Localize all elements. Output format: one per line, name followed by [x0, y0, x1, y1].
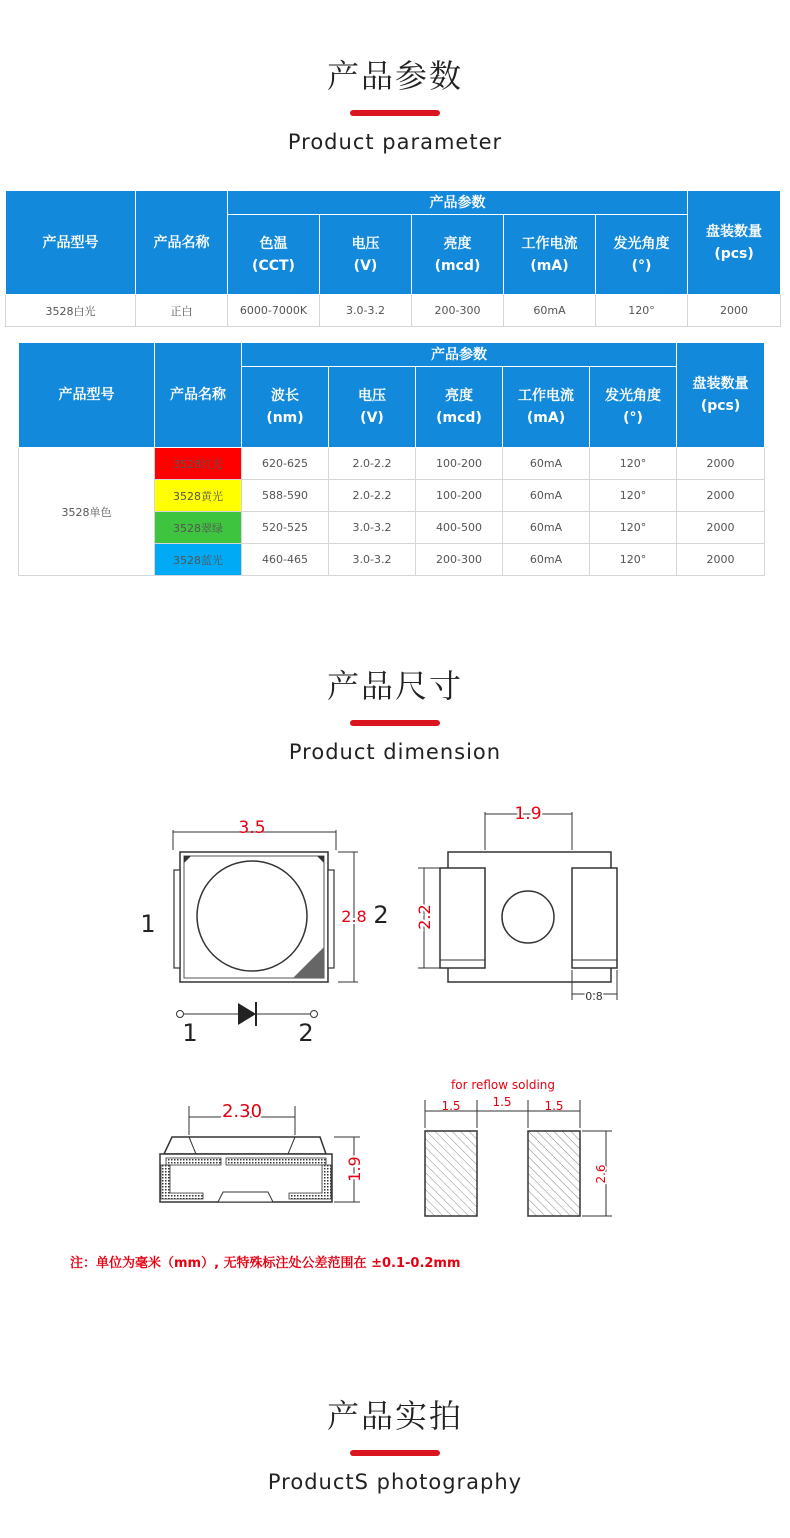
cell-voltage: 2.0-2.2 — [329, 448, 416, 480]
cell-model: 3528白光 — [6, 295, 136, 327]
cell-wavelength: 620-625 — [242, 448, 329, 480]
table-row — [6, 295, 781, 327]
reflow-label: for reflow solding — [451, 1078, 555, 1092]
cell-luminance: 100-200 — [416, 480, 503, 512]
header-wavelength: 波长 (nm) — [242, 367, 329, 448]
cell-angle: 120° — [590, 480, 677, 512]
header-group: 产品参数 — [242, 343, 677, 367]
header-qty: 盘装数量 (pcs) — [677, 343, 765, 448]
dim-lens-width: 2.30 — [221, 1101, 263, 1122]
spec-table-mono — [18, 342, 765, 576]
tolerance-note: 注：单位为毫米（mm）, 无特殊标注处公差范围在 ±0.1-0.2mm — [70, 1256, 461, 1271]
cell-luminance: 100-200 — [416, 448, 503, 480]
header-model: 产品型号 — [19, 343, 155, 448]
title-underline — [350, 1450, 440, 1456]
header-cct: 色温 (CCT) — [228, 215, 320, 295]
section-photo-title — [0, 1396, 790, 1494]
cell-voltage: 2.0-2.2 — [329, 480, 416, 512]
cell-qty: 2000 — [677, 512, 765, 544]
cell-luminance: 200-300 — [412, 295, 504, 327]
cell-cct: 6000-7000K — [228, 295, 320, 327]
header-voltage: 电压 (V) — [320, 215, 412, 295]
cell-name-blue: 3528蓝光 — [155, 544, 242, 576]
header-luminance: 亮度 (mcd) — [416, 367, 503, 448]
cell-current: 60mA — [503, 448, 590, 480]
section-params-title — [0, 56, 790, 154]
cell-voltage: 3.0-3.2 — [329, 544, 416, 576]
section-title-zh: 产品参数 — [326, 57, 463, 95]
header-luminance: 亮度 (mcd) — [412, 215, 504, 295]
cell-luminance: 400-500 — [416, 512, 503, 544]
cell-name-yellow: 3528黄光 — [155, 480, 242, 512]
cell-name-red: 3528红光 — [155, 448, 242, 480]
dim-side-width: 1.9 — [514, 804, 542, 824]
cell-qty: 2000 — [677, 480, 765, 512]
section-title-en: ProductS photography — [267, 1470, 523, 1494]
cell-luminance: 200-300 — [416, 544, 503, 576]
cell-current: 60mA — [504, 295, 596, 327]
cell-voltage: 3.0-3.2 — [329, 512, 416, 544]
header-group: 产品参数 — [228, 191, 688, 215]
dimension-drawing — [0, 790, 790, 1240]
diode-symbol — [238, 1003, 256, 1025]
cell-qty: 2000 — [677, 544, 765, 576]
spec-table-white — [5, 190, 781, 327]
dim-top-height: 2.8 — [341, 907, 367, 926]
section-dimension-title — [0, 666, 790, 764]
dim-profile-height: 1.9 — [345, 1156, 364, 1182]
title-underline — [350, 110, 440, 116]
cell-angle: 120° — [596, 295, 688, 327]
diode-pin-2-label: 2 — [298, 1019, 314, 1047]
header-voltage: 电压 (V) — [329, 367, 416, 448]
header-angle: 发光角度 (°) — [596, 215, 688, 295]
solder-pad-left — [425, 1131, 477, 1216]
dim-pad-width: 0.8 — [585, 990, 603, 1003]
top-view — [140, 818, 388, 1047]
dim-side-height: 2.2 — [415, 904, 434, 930]
section-title-zh: 产品实拍 — [326, 1397, 463, 1435]
header-current: 工作电流 (mA) — [503, 367, 590, 448]
dim-pad-height: 2.6 — [594, 1164, 608, 1184]
title-underline — [350, 720, 440, 726]
profile-view — [160, 1101, 364, 1202]
section-title-en: Product parameter — [287, 130, 503, 154]
cell-current: 60mA — [503, 480, 590, 512]
diode-pin-1-label: 1 — [182, 1019, 198, 1047]
cell-name-green: 3528翠绿 — [155, 512, 242, 544]
cell-current: 60mA — [503, 512, 590, 544]
dim-top-width: 3.5 — [238, 818, 266, 838]
dim-pad-a: 1.5 — [441, 1099, 461, 1113]
cell-name: 正白 — [136, 295, 228, 327]
header-model: 产品型号 — [6, 191, 136, 295]
cell-angle: 120° — [590, 448, 677, 480]
cell-angle: 120° — [590, 544, 677, 576]
cell-wavelength: 520-525 — [242, 512, 329, 544]
cell-angle: 120° — [590, 512, 677, 544]
section-title-zh: 产品尺寸 — [326, 667, 463, 705]
solder-pad-right — [528, 1131, 580, 1216]
header-current: 工作电流 (mA) — [504, 215, 596, 295]
side-view — [415, 804, 617, 1003]
cell-qty: 2000 — [688, 295, 781, 327]
header-name: 产品名称 — [136, 191, 228, 295]
dim-pad-b: 1.5 — [544, 1099, 564, 1113]
dim-pad-gap: 1.5 — [492, 1095, 512, 1109]
cell-current: 60mA — [503, 544, 590, 576]
cell-model: 3528单色 — [19, 448, 155, 576]
section-title-en: Product dimension — [288, 740, 502, 764]
cell-wavelength: 588-590 — [242, 480, 329, 512]
pin-2-label: 2 — [373, 901, 389, 929]
header-qty: 盘装数量 (pcs) — [688, 191, 781, 295]
header-angle: 发光角度 (°) — [590, 367, 677, 448]
table-row — [19, 448, 765, 480]
cell-voltage: 3.0-3.2 — [320, 295, 412, 327]
reflow-pad-layout — [425, 1078, 612, 1216]
header-name: 产品名称 — [155, 343, 242, 448]
cell-qty: 2000 — [677, 448, 765, 480]
pin-1-label: 1 — [140, 910, 156, 938]
cell-wavelength: 460-465 — [242, 544, 329, 576]
